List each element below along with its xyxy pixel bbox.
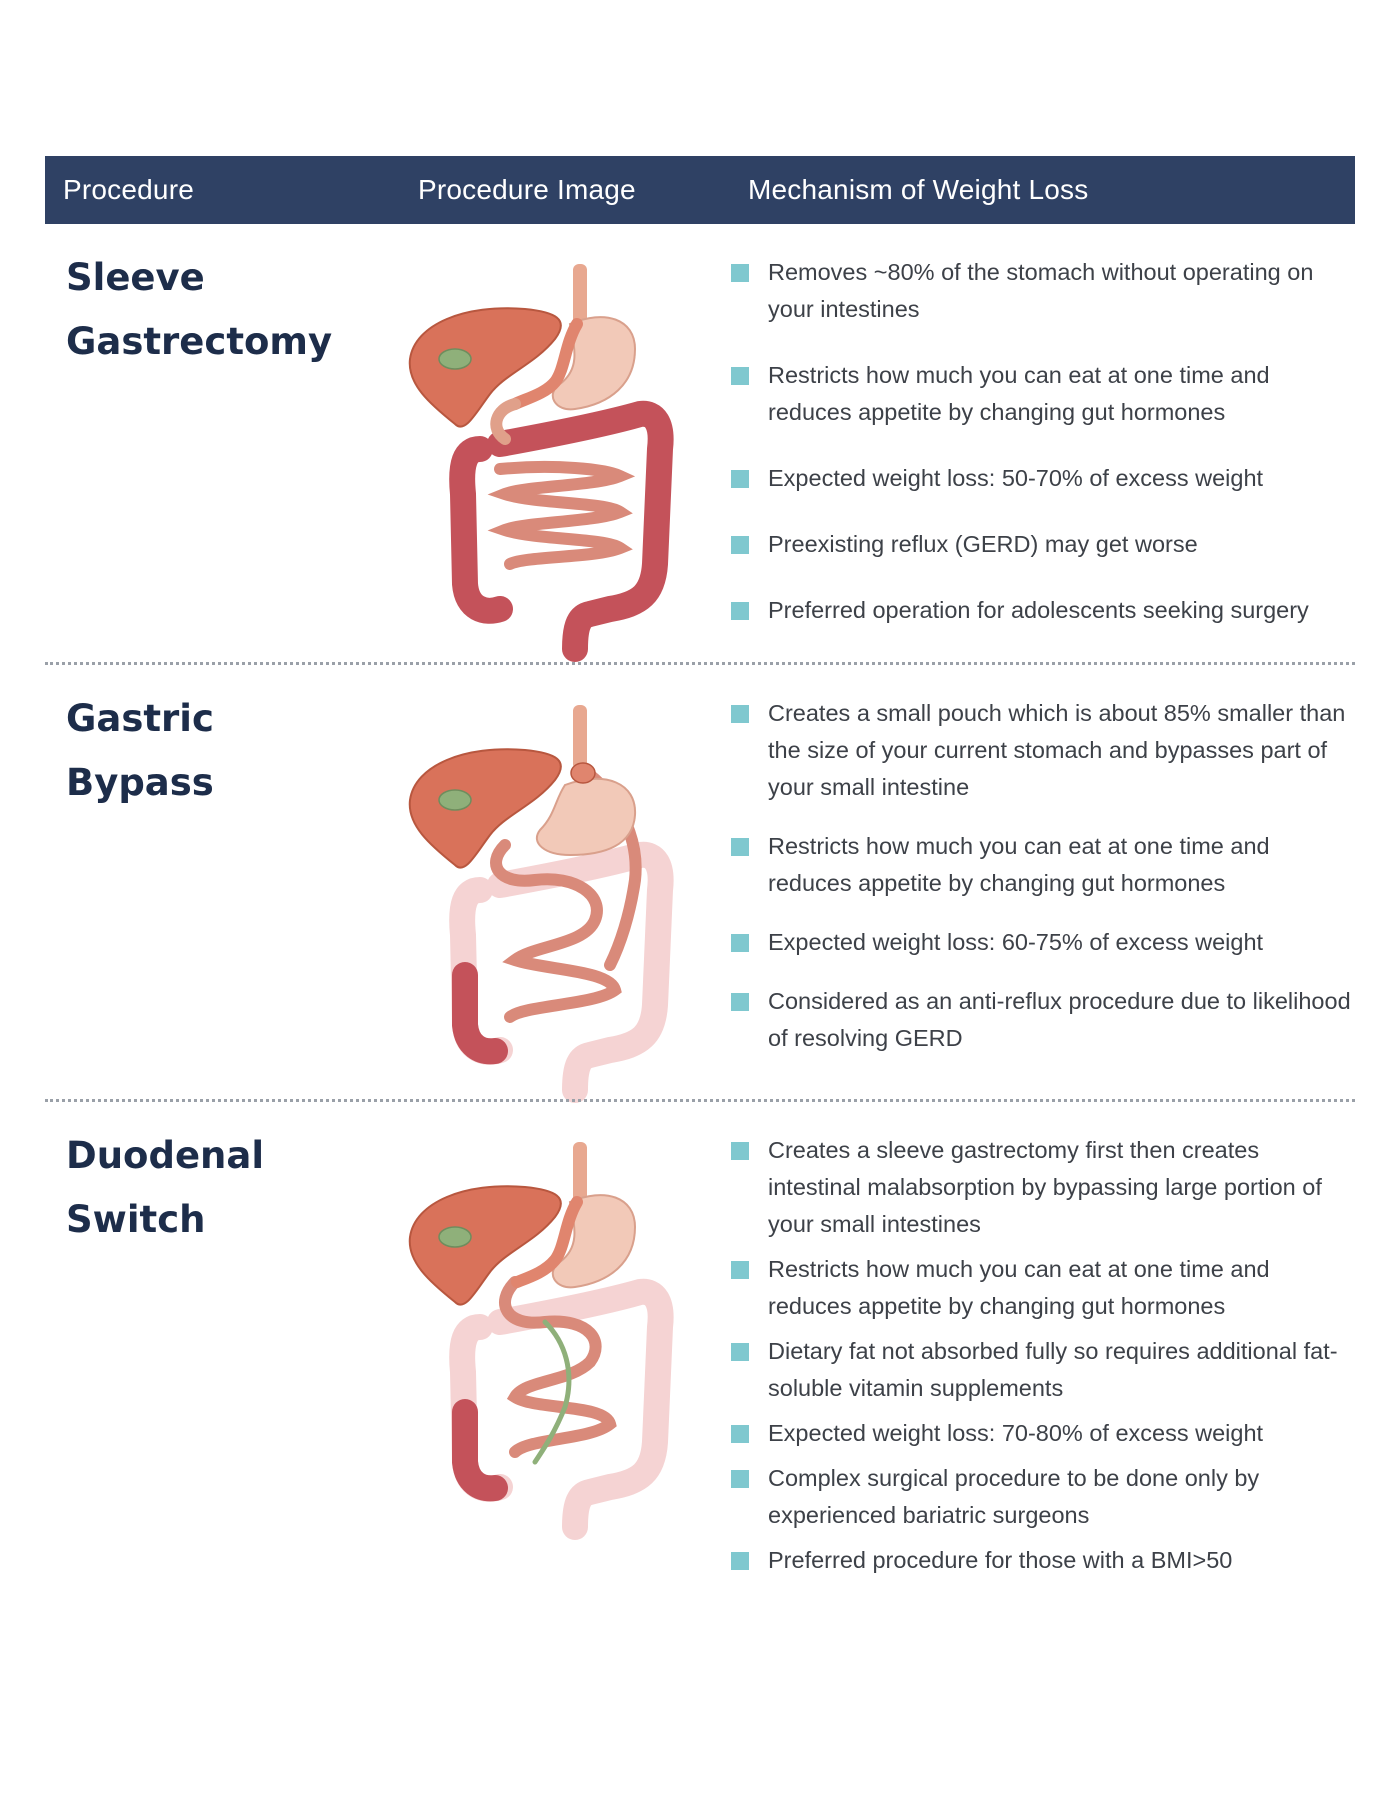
list-item	[731, 460, 1351, 497]
bullet-text: Creates a small pouch which is about 85% smaller than the size of your current stomach and bypasses part of your small intestine	[768, 700, 1346, 800]
list-item	[731, 1333, 1351, 1407]
list-item	[731, 1415, 1351, 1452]
header-mechanism: Mechanism of Weight Loss	[748, 174, 1089, 205]
bullet-text: Restricts how much you can eat at one time and reduces appetite by changing gut hormones	[768, 362, 1270, 425]
mechanism-list	[731, 1132, 1351, 1587]
procedure-name	[66, 687, 326, 815]
bullet-square-icon	[731, 1142, 749, 1160]
list-item	[731, 924, 1351, 961]
procedure-name-line: Sleeve	[66, 256, 205, 299]
bullet-text: Considered as an anti-reflux procedure due to likelihood of resolving GERD	[768, 988, 1351, 1051]
bullet-text: Expected weight loss: 50-70% of excess weight	[768, 465, 1264, 491]
bullet-square-icon	[731, 1552, 749, 1570]
procedure-name	[66, 1124, 326, 1252]
list-item	[731, 592, 1351, 629]
list-item	[731, 1132, 1351, 1243]
bullet-square-icon	[731, 536, 749, 554]
list-item	[731, 828, 1351, 902]
procedure-name-line: Duodenal	[66, 1134, 265, 1177]
bullet-square-icon	[731, 1425, 749, 1443]
list-item	[731, 1251, 1351, 1325]
bullet-square-icon	[731, 838, 749, 856]
procedure-row-gastric-bypass	[45, 665, 1355, 1101]
bullet-square-icon	[731, 264, 749, 282]
list-item	[731, 526, 1351, 563]
bullet-text: Preferred procedure for those with a BMI>50	[768, 1547, 1233, 1573]
header-procedure: Procedure	[63, 174, 194, 205]
procedure-name	[66, 246, 333, 374]
list-item	[731, 983, 1351, 1057]
bullet-text: Complex surgical procedure to be done only by experienced bariatric surgeons	[768, 1465, 1260, 1528]
bullet-text: Restricts how much you can eat at one time and reduces appetite by changing gut hormones	[768, 1256, 1270, 1319]
bullet-square-icon	[731, 470, 749, 488]
bullet-text: Preferred operation for adolescents seeking surgery	[768, 597, 1309, 623]
bullet-text: Expected weight loss: 70-80% of excess weight	[768, 1420, 1264, 1446]
mechanism-list	[731, 695, 1351, 1079]
list-item	[731, 1460, 1351, 1534]
bullet-square-icon	[731, 602, 749, 620]
procedure-row-sleeve-gastrectomy	[45, 224, 1355, 664]
bullet-text: Creates a sleeve gastrectomy first then creates intestinal malabsorption by bypassing large portion of your small intestines	[768, 1137, 1322, 1237]
procedure-name-line: Bypass	[66, 761, 214, 804]
bullet-square-icon	[731, 934, 749, 952]
bullet-text: Expected weight loss: 60-75% of excess weight	[768, 929, 1264, 955]
bullet-square-icon	[731, 1470, 749, 1488]
procedure-name-line: Gastric	[66, 697, 214, 740]
header-procedure-image: Procedure Image	[418, 174, 636, 205]
procedure-name-line: Switch	[66, 1198, 206, 1241]
procedure-row-duodenal-switch	[45, 1102, 1355, 1622]
bullet-square-icon	[731, 1261, 749, 1279]
procedure-name-line: Gastrectomy	[66, 320, 333, 363]
bullet-text: Restricts how much you can eat at one time and reduces appetite by changing gut hormones	[768, 833, 1270, 896]
list-item	[731, 357, 1351, 431]
bullet-square-icon	[731, 993, 749, 1011]
bullet-square-icon	[731, 705, 749, 723]
bullet-text: Dietary fat not absorbed fully so requires additional fat-soluble vitamin supplements	[768, 1338, 1338, 1401]
bullet-square-icon	[731, 1343, 749, 1361]
mechanism-list	[731, 254, 1351, 658]
duodenal-switch-illustration	[405, 1142, 695, 1542]
gastric-bypass-illustration	[405, 705, 695, 1105]
list-item	[731, 254, 1351, 328]
list-item	[731, 1542, 1351, 1579]
table-header	[45, 156, 1355, 224]
list-item	[731, 695, 1351, 806]
bullet-text: Removes ~80% of the stomach without operating on your intestines	[768, 259, 1314, 322]
bullet-text: Preexisting reflux (GERD) may get worse	[768, 531, 1198, 557]
sleeve-gastrectomy-illustration	[405, 264, 695, 664]
bullet-square-icon	[731, 367, 749, 385]
